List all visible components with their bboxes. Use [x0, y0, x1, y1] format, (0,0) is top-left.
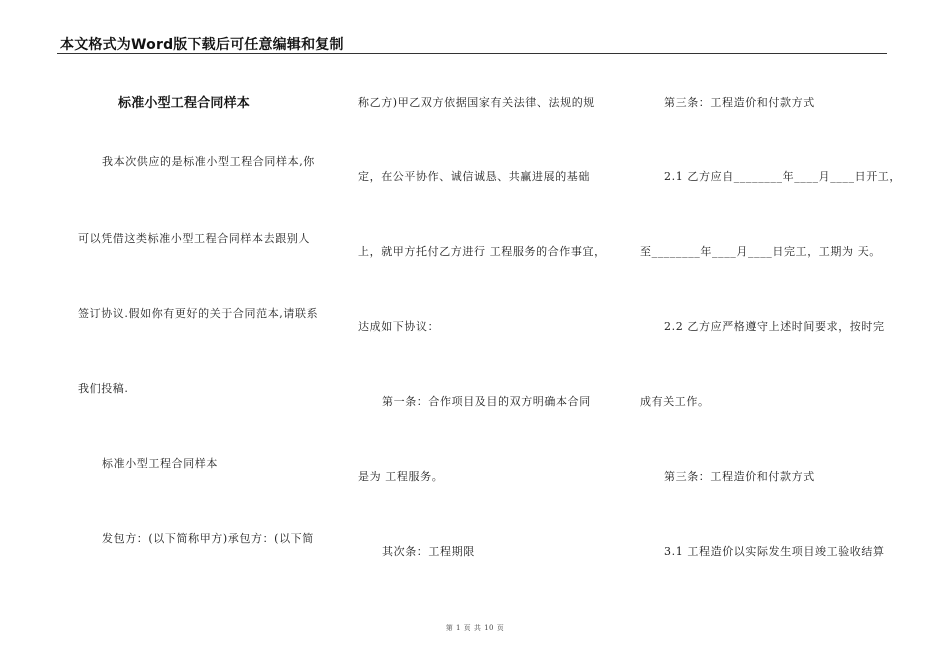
- paragraph-line: 标准小型工程合同样本: [102, 457, 218, 470]
- paragraph-line: 至________年____月____日完工，工期为 天。: [640, 245, 881, 258]
- paragraph-line: 称乙方)甲乙双方依据国家有关法律、法规的规: [358, 96, 595, 109]
- paragraph-line: 发包方：(以下简称甲方)承包方：(以下简: [102, 532, 314, 545]
- paragraph-line: 2.1 乙方应自________年____月____日开工，: [664, 170, 901, 183]
- page-indicator: 第 1 页 共 10 页: [445, 624, 505, 632]
- download-banner: 本文格式为Word版下载后可任意编辑和复制: [60, 37, 344, 53]
- paragraph-line: 我们投稿.: [78, 382, 129, 395]
- paragraph-line: 3.1 工程造价以实际发生项目竣工验收结算: [664, 545, 885, 558]
- paragraph-line: 第三条：工程造价和付款方式: [664, 470, 815, 483]
- paragraph-line: 我本次供应的是标准小型工程合同样本,你: [102, 155, 315, 168]
- paragraph-line: 2.2 乙方应严格遵守上述时间要求，按时完: [664, 320, 885, 333]
- paragraph-line: 上，就甲方托付乙方进行 工程服务的合作事宜，: [358, 245, 606, 258]
- document-title: 标准小型工程合同样本: [118, 96, 251, 111]
- paragraph-line: 定，在公平协作、诚信诚恳、共赢进展的基础: [358, 170, 590, 183]
- paragraph-line: 第一条：合作项目及目的双方明确本合同: [382, 395, 591, 408]
- paragraph-line: 是为 工程服务。: [358, 470, 444, 483]
- paragraph-line: 第三条：工程造价和付款方式: [664, 96, 815, 109]
- column-3: [620, 0, 920, 672]
- paragraph-line: 成有关工作。: [640, 395, 710, 408]
- paragraph-line: 签订协议.假如你有更好的关于合同范本,请联系: [78, 307, 319, 320]
- paragraph-line: 可以凭借这类标准小型工程合同样本去跟别人: [78, 232, 310, 245]
- paragraph-line: 其次条：工程期限: [382, 545, 475, 558]
- column-1: [0, 0, 330, 672]
- paragraph-line: 达成如下协议：: [358, 320, 440, 333]
- column-2: [330, 0, 620, 672]
